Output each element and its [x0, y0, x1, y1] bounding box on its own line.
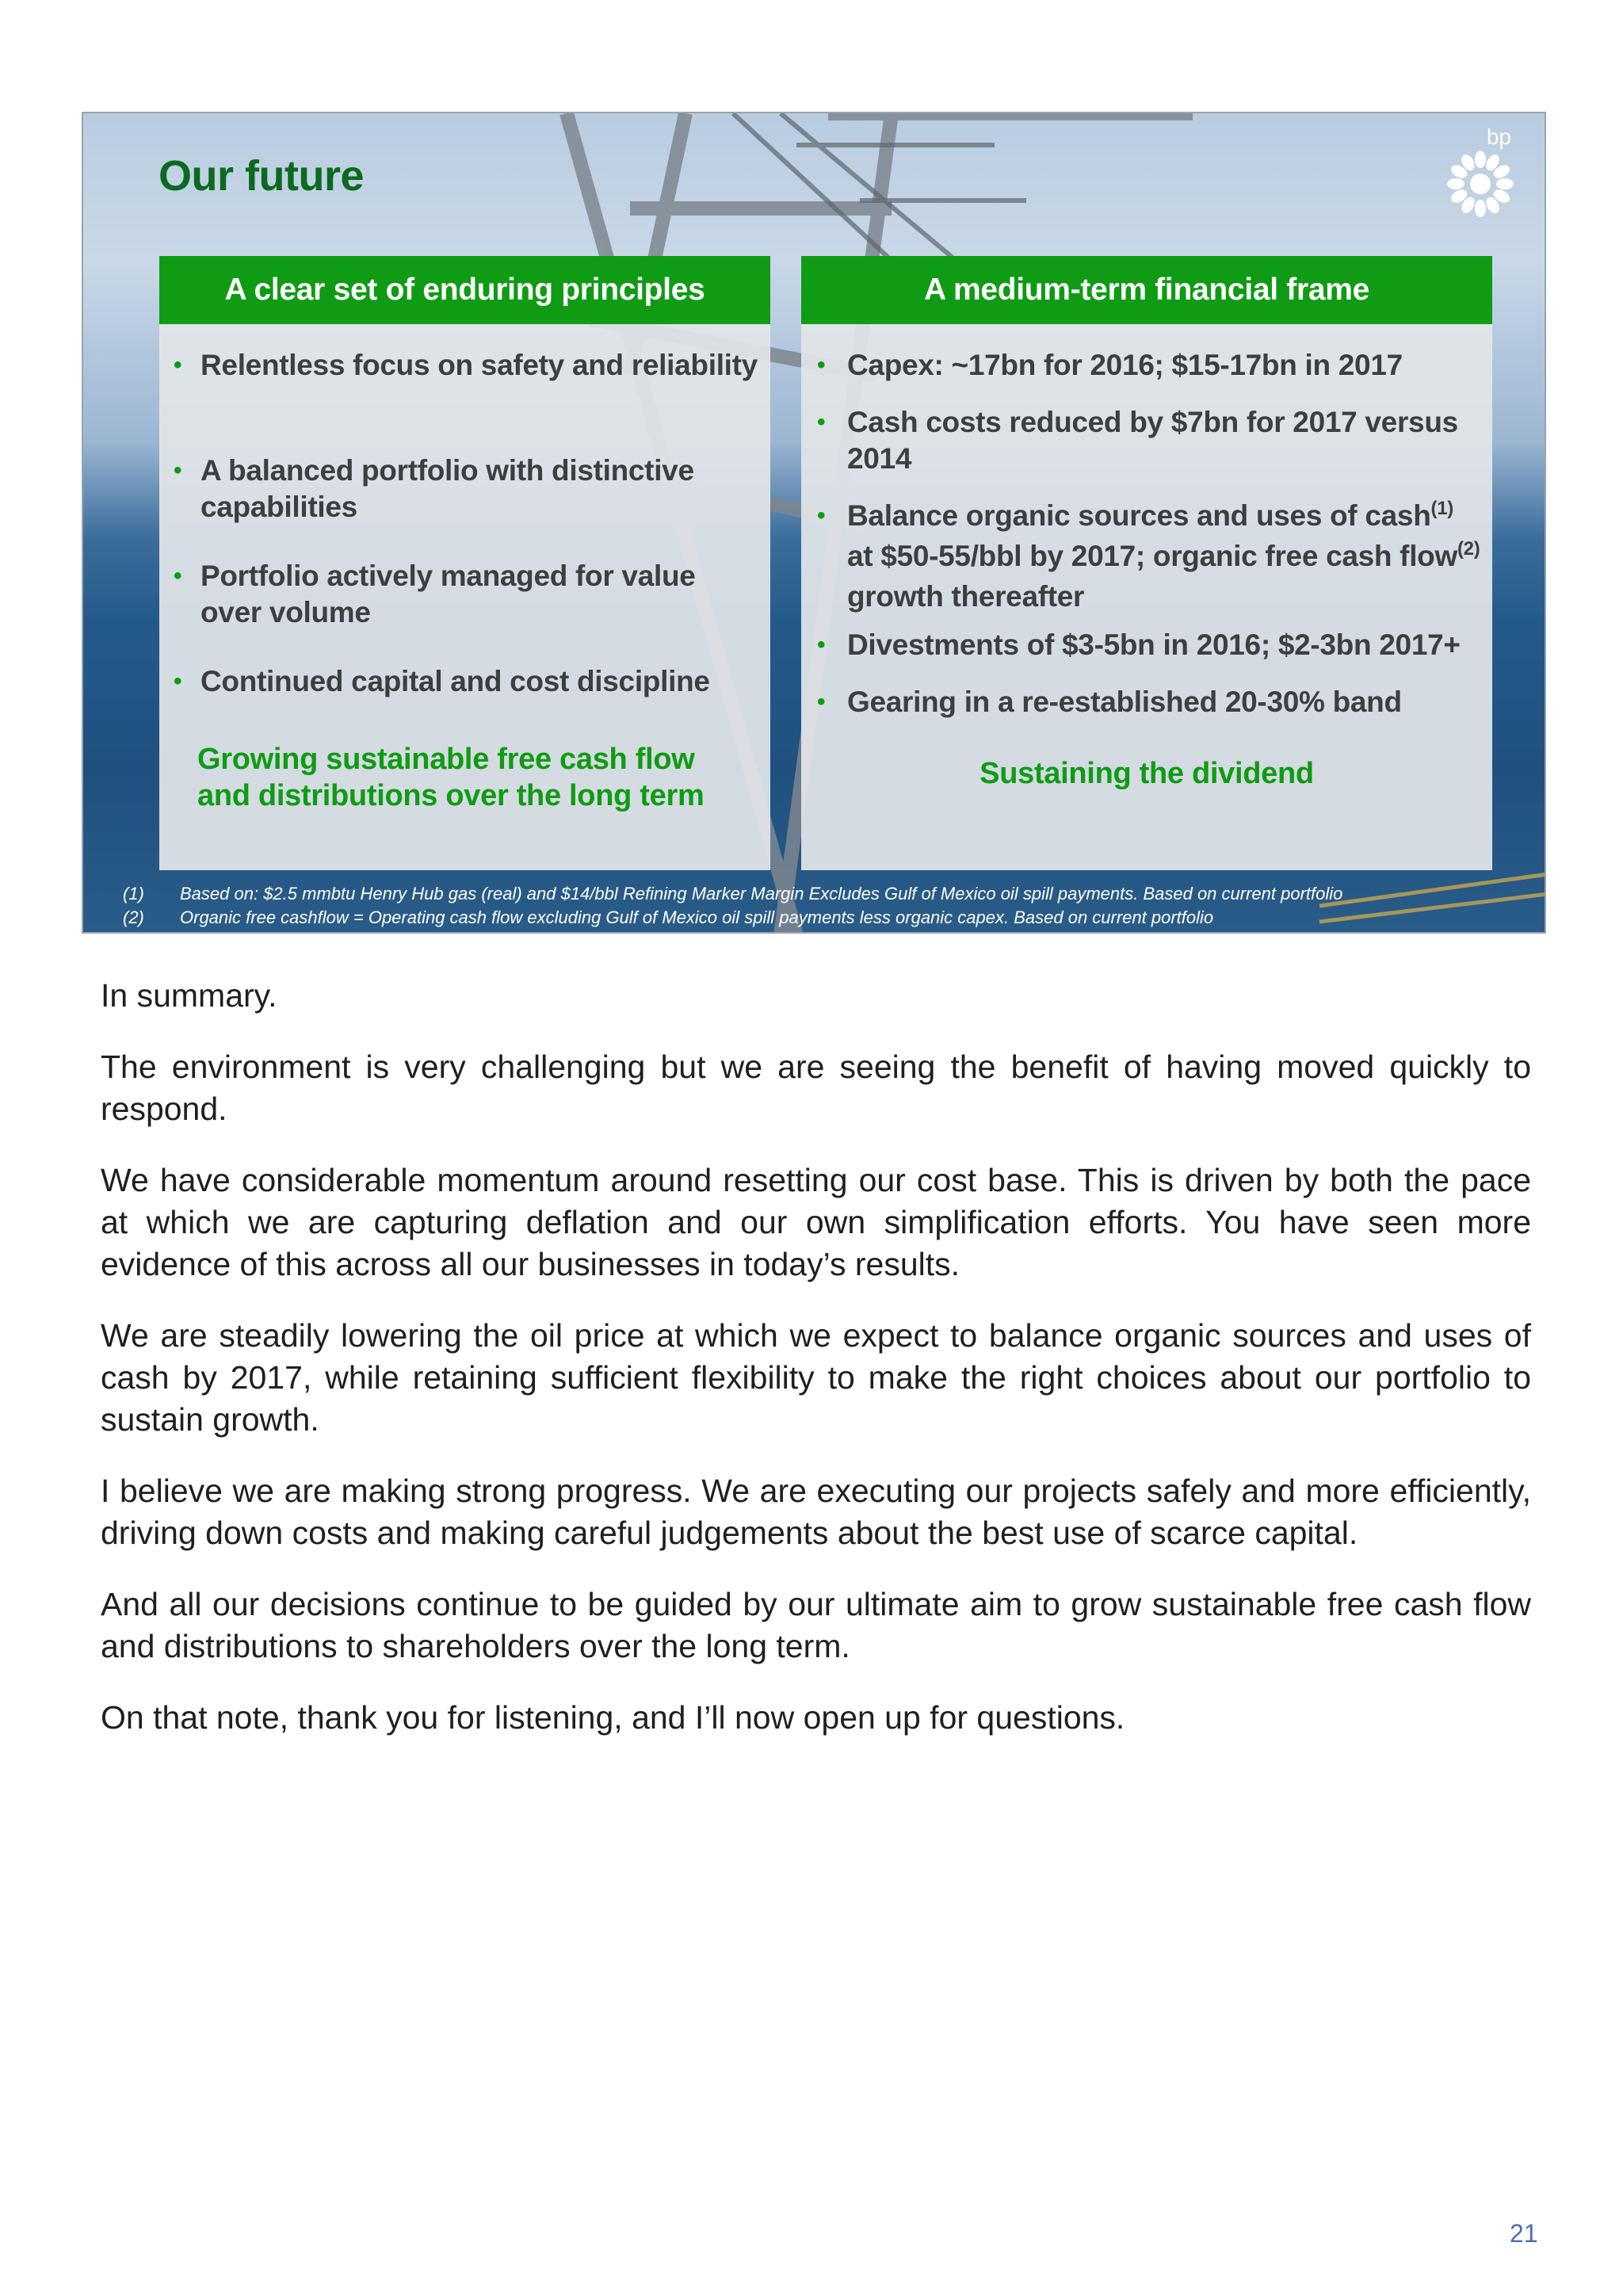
bullet-dot-icon: •: [817, 632, 826, 658]
helios-logo-icon: [1446, 150, 1514, 218]
bullet-dot-icon: •: [174, 457, 182, 483]
bullet-dot-icon: •: [817, 409, 826, 435]
slide-footnotes: [123, 882, 1342, 930]
principle-item: • Relentless focus on safety and reliability: [159, 347, 770, 384]
frame-item: • Balance organic sources and uses of cash$^{(1)}$ at $50-55/bbl by 2017; organic free cash flow$^{(2)}$ growth thereafter: [817, 498, 1480, 613]
slide-title: Our future: [158, 152, 364, 200]
bullet-dot-icon: •: [817, 689, 826, 715]
footnote: (1) Based on: $2.5 mmbtu Henry Hub gas (real) and $14/bbl Refining Marker Margin Excludes Gulf of Mexico oil spill payments. Based on current portfolio: [123, 884, 1343, 904]
paragraph: We have considerable momentum around resetting our cost base. This is driven by both the pace at which we are capturing deflation and our own simplification efforts. You have seen more evidence of this across all our businesses in today’s results.: [101, 1162, 1531, 1282]
principle-item: • Continued capital and cost discipline: [159, 663, 770, 700]
bp-logo-text: bp: [1486, 124, 1511, 149]
frame-item: • Divestments of $3-5bn in 2016; $2-3bn 2017+: [801, 627, 1492, 663]
paragraph: The environment is very challenging but we are seeing the benefit of having moved quickly to respond.: [101, 1049, 1531, 1127]
frame-item: • Cash costs reduced by $7bn for 2017 versus 2014: [817, 406, 1458, 475]
transcript-body: [101, 975, 1531, 1768]
bullet-dot-icon: •: [174, 563, 182, 589]
page-number: 21: [1510, 2219, 1538, 2248]
financial-frame-panel: [801, 256, 1492, 870]
paragraph: And all our decisions continue to be guided by our ultimate aim to grow sustainable free cash flow and distributions to shareholders over the long term.: [101, 1586, 1531, 1664]
bullet-dot-icon: •: [174, 352, 182, 378]
footnote: (2) Organic free cashflow = Operating cash flow excluding Gulf of Mexico oil spill payments less organic capex. Based on current portfolio: [123, 907, 1214, 927]
bullet-dot-icon: •: [817, 502, 826, 529]
principle-item: • A balanced portfolio with distinctive capabilities: [174, 454, 694, 523]
principle-item: • Portfolio actively managed for value over volume: [174, 560, 696, 628]
frame-item: • Capex: ~17bn for 2016; $15-17bn in 2017: [801, 347, 1492, 384]
paragraph: In summary.: [101, 977, 277, 1014]
principles-panel: [159, 256, 770, 870]
financial-frame-footer: Sustaining the dividend: [980, 757, 1314, 790]
frame-item: • Gearing in a re-established 20-30% band: [801, 684, 1492, 720]
paragraph: We are steadily lowering the oil price at which we expect to balance organic sources and uses of cash by 2017, while retaining sufficient flexibility to make the right choices about our portfolio to sustain growth.: [101, 1317, 1531, 1438]
financial-frame-header: A medium-term financial frame: [801, 256, 1492, 324]
paragraph: I believe we are making strong progress. We are executing our projects safely and more efficiently, driving down costs and making careful judgements about the best use of scarce capital.: [101, 1473, 1531, 1551]
principles-footer: Growing sustainable free cash flow and distributions over the long term: [197, 743, 705, 812]
principles-header: A clear set of enduring principles: [159, 256, 770, 324]
bullet-dot-icon: •: [817, 352, 826, 378]
bp-logo: [1445, 124, 1516, 222]
paragraph: On that note, thank you for listening, and I’ll now open up for questions.: [101, 1699, 1125, 1736]
bullet-dot-icon: •: [174, 668, 182, 694]
slide-image: [82, 112, 1546, 934]
